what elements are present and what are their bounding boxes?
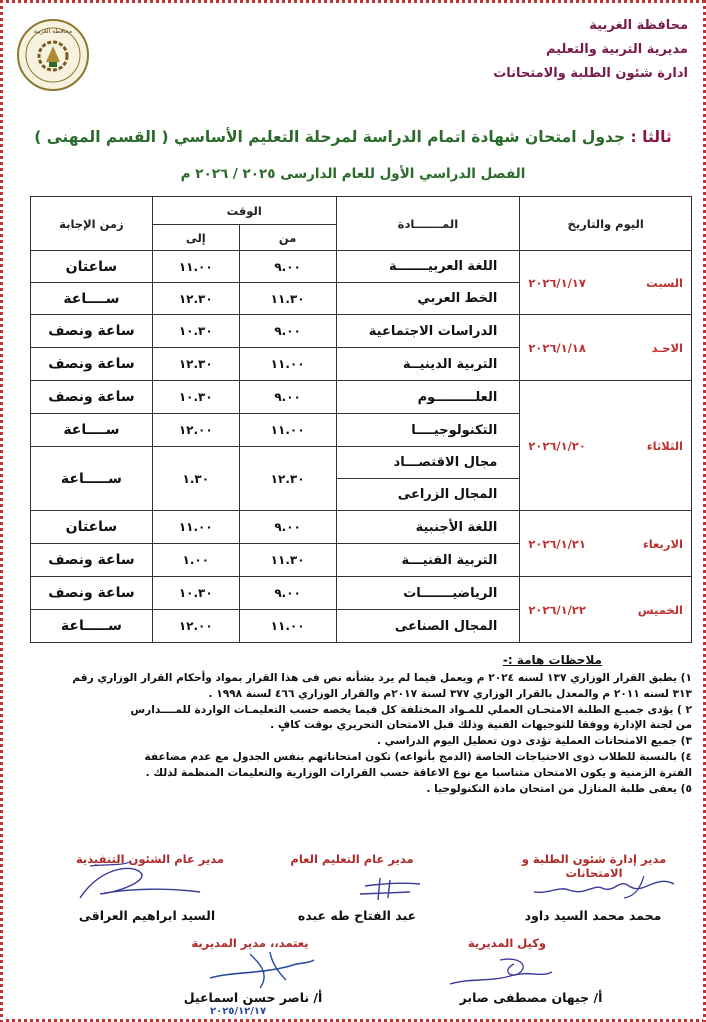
day-date: ٢٠٢٦/١/١٧ bbox=[528, 275, 586, 290]
subject-cell: مجال الاقتصـــاد bbox=[336, 447, 520, 479]
subject-cell: التربية الدينيــة bbox=[336, 348, 520, 381]
time-from: ٩.٠٠ bbox=[239, 251, 336, 283]
duration-cell: ساعة ونصف bbox=[31, 381, 153, 414]
duration-cell: ساعة ونصف bbox=[31, 348, 153, 381]
table-row bbox=[31, 511, 692, 544]
time-to: ١٠.٣٠ bbox=[152, 577, 239, 610]
time-to: ١٢.٣٠ bbox=[152, 283, 239, 315]
note-line: ١) يطبق القرار الوزاري ١٣٧ لسنه ٢٠٢٤ م ويعمل فيما لم يرد بشأنه نص فى هذا القرار بمواد وأحكام القرار الوزاري رقم bbox=[72, 672, 692, 684]
subject-cell: العلـــــــــوم bbox=[336, 381, 520, 414]
exam-schedule-table bbox=[30, 196, 692, 643]
table-row bbox=[31, 381, 692, 414]
day-cell bbox=[520, 251, 692, 315]
important-notes bbox=[12, 653, 692, 797]
duration-cell: ساعة ونصف bbox=[31, 544, 153, 577]
signatory-title: يعتمد،، مدير المديرية bbox=[191, 936, 309, 950]
time-to: ١٢.٠٠ bbox=[152, 414, 239, 447]
time-from: ١١.٣٠ bbox=[239, 283, 336, 315]
handwritten-signature bbox=[440, 948, 560, 993]
note-line: ٤) بالنسبة للطلاب ذوى الاحتياجات الخاصة (الدمج بأنواعه) تكون امتحاناتهم بنفس الجدول مع عدم مضاعفة bbox=[144, 750, 692, 763]
subject-cell: الخط العربي bbox=[336, 283, 520, 315]
governorate-name: محافظة الغربية bbox=[589, 18, 688, 33]
duration-cell: ساعة ونصف bbox=[31, 577, 153, 610]
time-from: ١١.٠٠ bbox=[239, 610, 336, 643]
day-cell bbox=[520, 511, 692, 577]
time-from: ١٢.٣٠ bbox=[239, 447, 336, 511]
subject-cell: اللغة الأجنبية bbox=[336, 511, 520, 544]
department-name: ادارة شئون الطلبة والامتحانات bbox=[493, 66, 688, 81]
subject-cell: المجال الصناعى bbox=[336, 610, 520, 643]
duration-cell: ساعتان bbox=[31, 511, 153, 544]
page-subtitle: الفصل الدراسي الأول للعام الدارسى ٢٠٢٥ / ٢٠٢٦ م bbox=[180, 166, 526, 182]
handwritten-signature bbox=[350, 866, 430, 906]
subject-cell: التربية الفنيـــة bbox=[336, 544, 520, 577]
day-cell bbox=[520, 577, 692, 643]
time-to: ١١.٠٠ bbox=[152, 511, 239, 544]
duration-cell: ساعتان bbox=[31, 251, 153, 283]
day-name: الاحـد bbox=[651, 340, 683, 355]
signatory-title: مدير عام التعليم العام bbox=[290, 852, 414, 866]
handwritten-signature bbox=[60, 858, 210, 908]
note-line: ٥) يعفى طلبة المنازل من امتحان مادة التكنولوجيا . bbox=[426, 782, 692, 795]
handwritten-signature bbox=[524, 866, 684, 906]
border-left bbox=[0, 0, 3, 1022]
time-to: ١٢.٣٠ bbox=[152, 348, 239, 381]
day-date: ٢٠٢٦/١/٢٢ bbox=[528, 602, 586, 617]
header-day-date: اليوم والتاريخ bbox=[520, 197, 692, 251]
time-from: ٩.٠٠ bbox=[239, 511, 336, 544]
signatory-name: أ/ ناصر حسن اسماعيل bbox=[183, 990, 323, 1005]
directorate-name: مديرية التربية والتعليم bbox=[545, 42, 688, 57]
note-line: من لجنة الإدارة ووفقا للتوجيهات الفنية وذلك قبل الامتحان التحريري بوقت كافٍ . bbox=[270, 719, 692, 732]
day-cell bbox=[520, 381, 692, 511]
handwritten-date: ٢٠٢٥/١٢/١٧ bbox=[210, 1006, 267, 1017]
notes-heading: ملاحظات هامة :- bbox=[502, 653, 602, 667]
header-time: الوقت bbox=[152, 197, 336, 225]
time-to: ١١.٠٠ bbox=[152, 251, 239, 283]
table-row bbox=[31, 577, 692, 610]
header-duration: زمن الإجابة bbox=[31, 197, 153, 251]
subject-cell: التكنولوجيــــا bbox=[336, 414, 520, 447]
day-cell bbox=[520, 315, 692, 381]
signatory-title: وكيل المديرية bbox=[467, 936, 547, 950]
note-line: ٢ ) يؤدى جميـع الطلبة الامتحـان العملي للمـواد المختلفة كل فيما يخصه حسب التعليمـات الواردة للمــــدارس bbox=[130, 703, 692, 716]
time-from: ٩.٠٠ bbox=[239, 381, 336, 414]
time-to: ١٠.٣٠ bbox=[152, 315, 239, 348]
handwritten-signature bbox=[200, 944, 320, 994]
time-from: ١١.٠٠ bbox=[239, 414, 336, 447]
title-prefix: ثالثا : bbox=[630, 128, 672, 146]
signatory-name: أ/ جيهان مصطفى صابر bbox=[459, 990, 603, 1005]
signatory-name: السيد ابراهيم العراقى bbox=[78, 908, 216, 923]
time-to: ١.٣٠ bbox=[152, 447, 239, 511]
signatory-name: محمد محمد السيد داود bbox=[524, 908, 662, 923]
note-line: الفترة الزمنية و يكون الامتحان متناسبا مع نوع الاعاقة حسب القرارات الوزارية والتعليمات المنظمة لذلك . bbox=[145, 766, 692, 779]
duration-cell: ســــاعة bbox=[31, 283, 153, 315]
duration-cell: ســــاعة bbox=[31, 414, 153, 447]
day-date: ٢٠٢٦/١/٢١ bbox=[528, 536, 586, 551]
letterhead bbox=[493, 14, 688, 86]
day-name: الاربعاء bbox=[642, 536, 683, 551]
signatory-title: مدير إدارة شئون الطلبة و الامتحانات bbox=[521, 852, 667, 880]
day-date: ٢٠٢٦/١/١٨ bbox=[528, 340, 586, 355]
day-name: الثلاثاء bbox=[646, 438, 683, 453]
duration-cell: ســـــاعة bbox=[31, 447, 153, 511]
subject-cell: الدراسات الاجتماعية bbox=[336, 315, 520, 348]
note-line: ٣) جميع الامتحانات العملية تؤدى دون تعطيل اليوم الدراسي . bbox=[376, 735, 692, 748]
duration-cell: ســـــاعة bbox=[31, 610, 153, 643]
signatory-title: مدير عام الشئون التنفيذية bbox=[75, 852, 225, 866]
time-from: ٩.٠٠ bbox=[239, 577, 336, 610]
border-top bbox=[0, 0, 706, 3]
time-from: ٩.٠٠ bbox=[239, 315, 336, 348]
svg-text:محافظة الغربية: محافظة الغربية bbox=[33, 28, 73, 35]
time-from: ١١.٣٠ bbox=[239, 544, 336, 577]
note-line: ٣١٣ لسنه ٢٠١١ م والمعدل بالقرار الوزاري ٣٧٧ لسنة ٢٠١٧م والقرار الوزاري ٤٦٦ لسنة ١٩٩٨ . bbox=[208, 687, 692, 700]
header-to: إلى bbox=[152, 225, 239, 251]
signatory-name: عبد الفتاح طه عبده bbox=[297, 908, 417, 923]
header-from: من bbox=[239, 225, 336, 251]
time-to: ١٠.٣٠ bbox=[152, 381, 239, 414]
subject-cell: الرياضيـــــــات bbox=[336, 577, 520, 610]
time-from: ١١.٠٠ bbox=[239, 348, 336, 381]
subject-cell: المجال الزراعى bbox=[336, 479, 520, 511]
table-row bbox=[31, 251, 692, 283]
time-to: ١.٠٠ bbox=[152, 544, 239, 577]
subject-cell: اللغة العربيـــــــة bbox=[336, 251, 520, 283]
page-title bbox=[20, 128, 686, 146]
table-row bbox=[31, 315, 692, 348]
day-name: السبت bbox=[646, 275, 683, 290]
header-subject: المـــــــادة bbox=[336, 197, 520, 251]
time-to: ١٢.٠٠ bbox=[152, 610, 239, 643]
duration-cell: ساعة ونصف bbox=[31, 315, 153, 348]
day-date: ٢٠٢٦/١/٢٠ bbox=[528, 438, 586, 453]
title-main: جدول امتحان شهادة اتمام الدراسة لمرحلة التعليم الأساسي ( القسم المهنى ) bbox=[34, 128, 626, 146]
governorate-seal-icon bbox=[16, 18, 90, 92]
day-name: الخميس bbox=[637, 602, 683, 617]
